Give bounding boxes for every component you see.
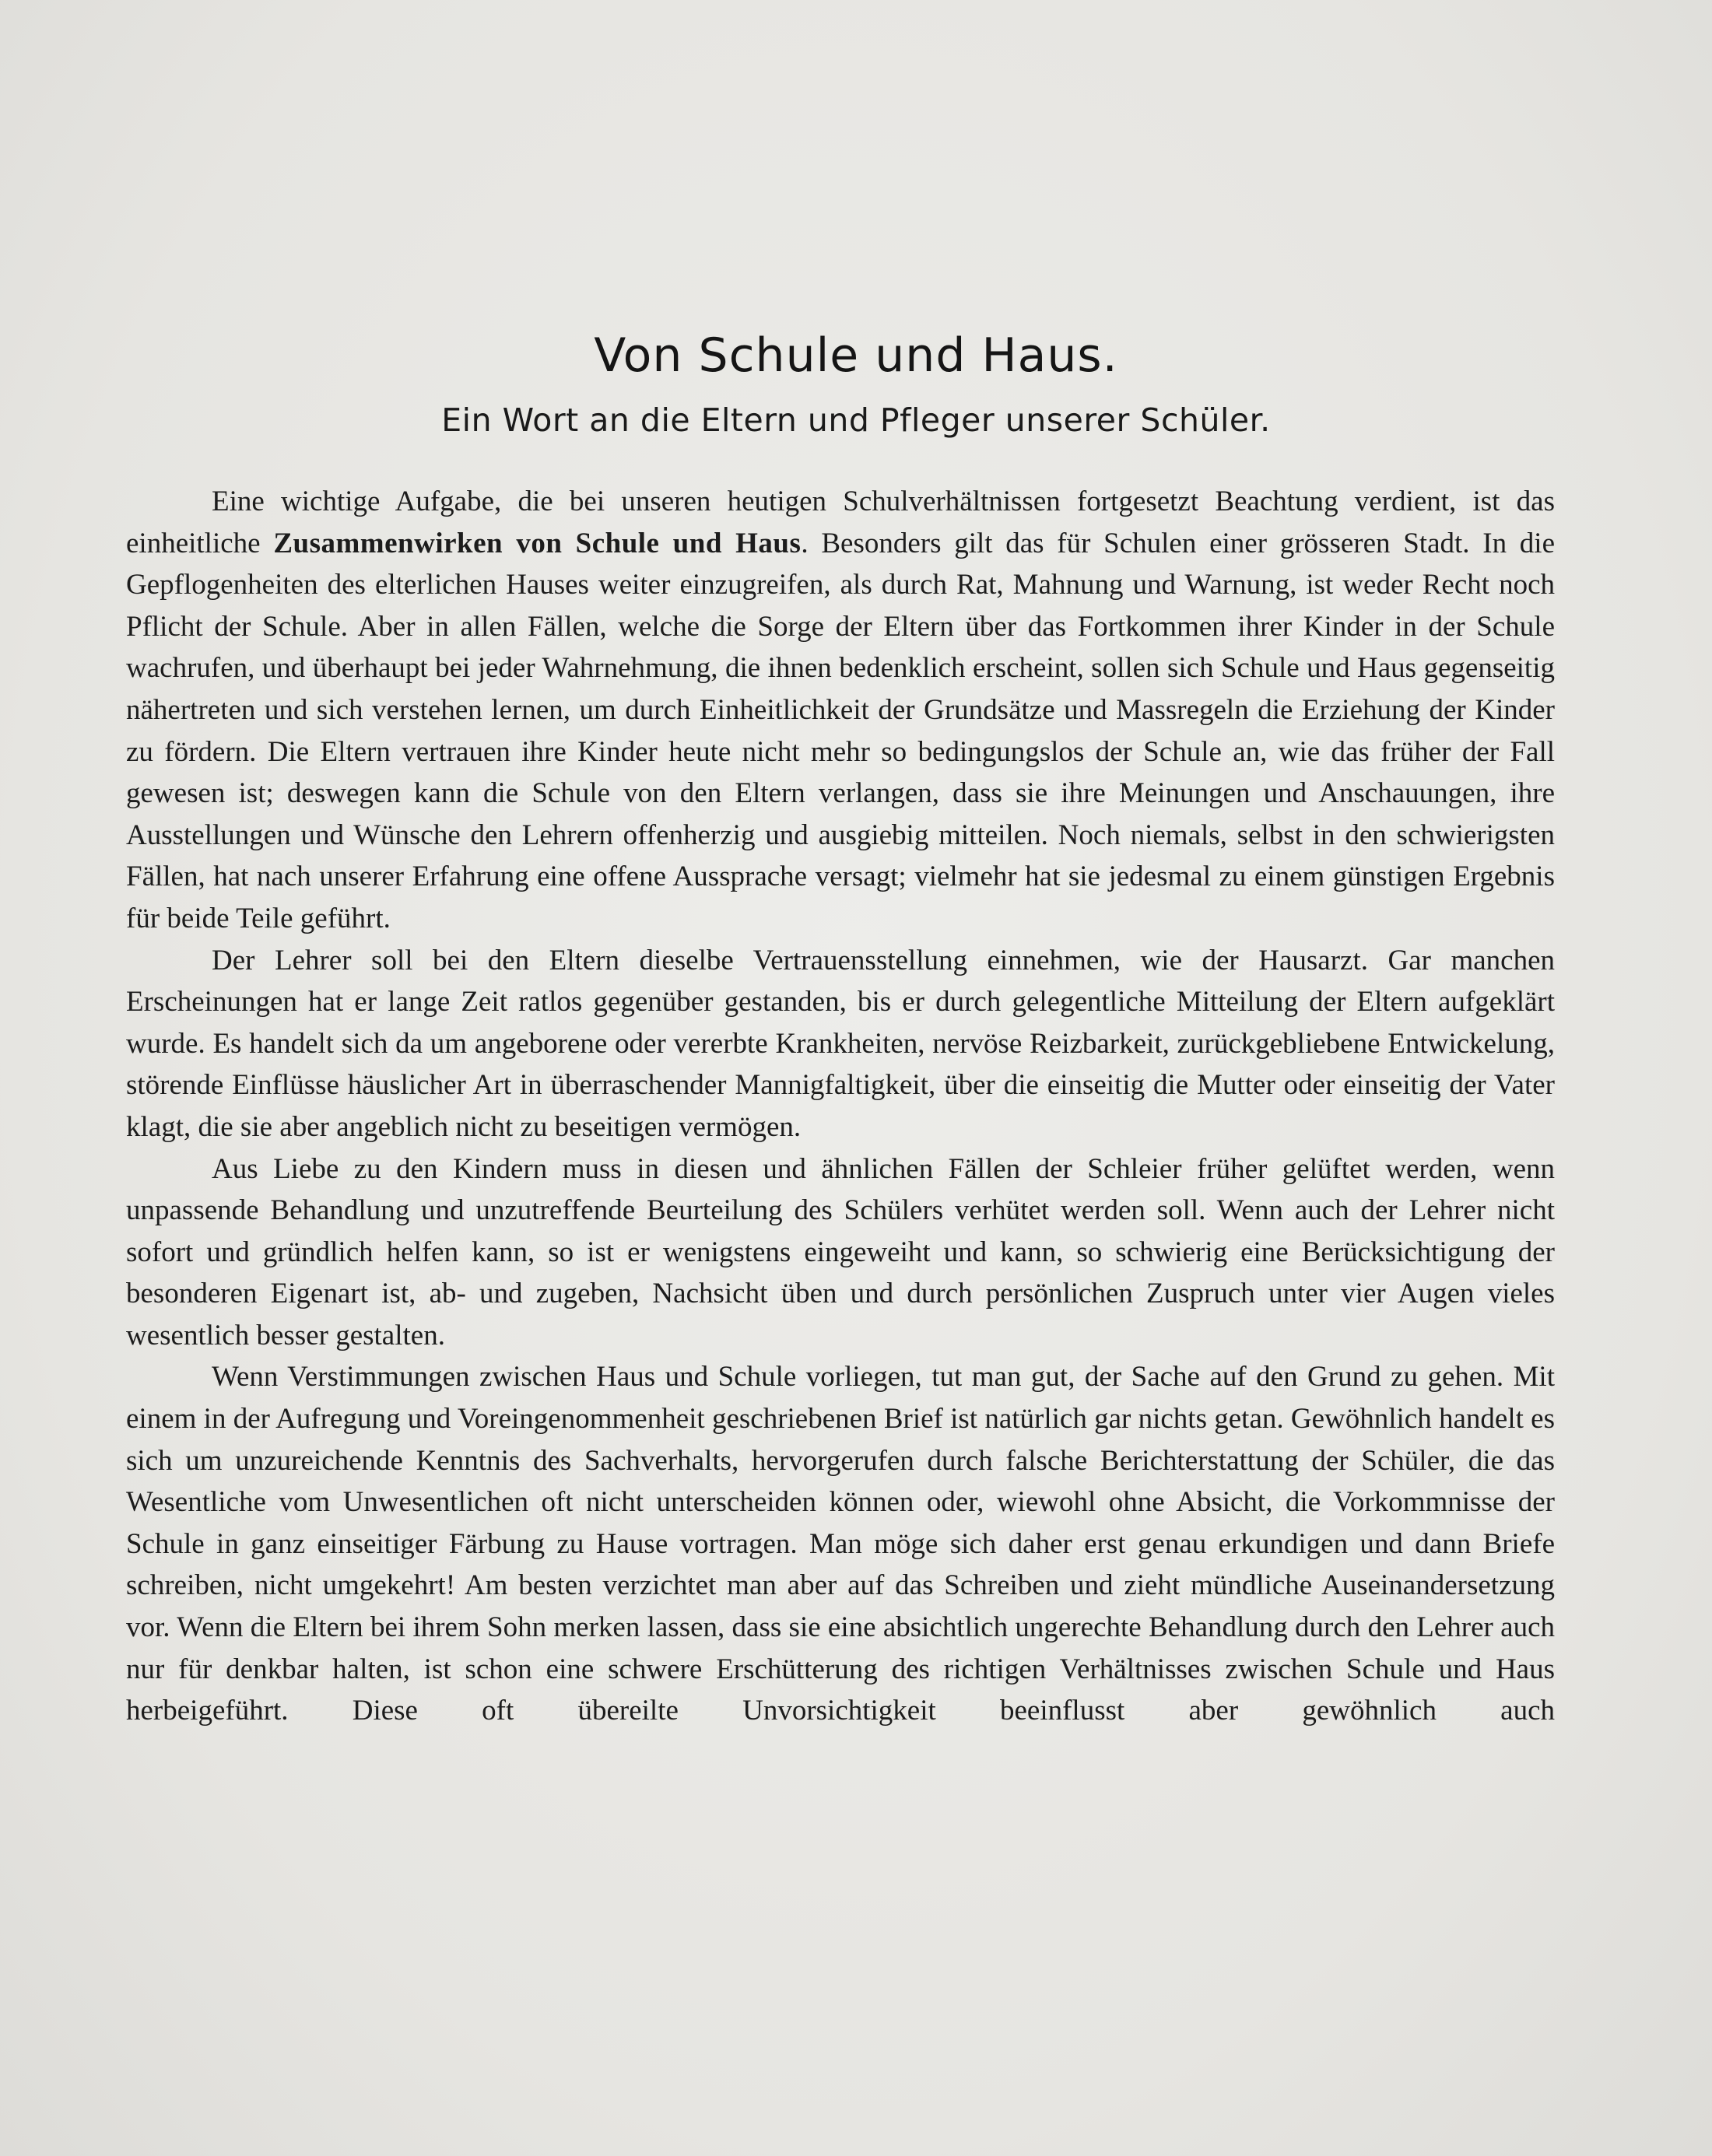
paragraph-1-text-before: Eine wichtige Aufgabe, die bei unseren heutigen Schulverhältnissen fortgesetzt Beachtung verdient, ist das einheitliche: [126, 486, 1555, 559]
paragraph-1: [126, 481, 1555, 940]
paragraph-3: Aus Liebe zu den Kindern muss in diesen und ähnlichen Fällen der Schleier früher gelüftet werden, wenn unpassende Behandlung und unzutreffende Beurteilung des Schülers verhütet werden soll. Wenn auch der Lehrer nicht sofort und gründlich helfen kann, so ist er wenigstens eingeweiht und kann, so schwierig eine Berücksichtigung der besonderen Eigenart ist, ab- und zugeben, Nachsicht üben und durch persönlichen Zuspruch unter vier Augen vieles wesentlich besser gestalten.: [126, 1152, 1555, 1351]
paragraph-1-text-after: . Besonders gilt das für Schulen einer grösseren Stadt. In die Gepflogenheiten des elterlichen Hauses weiter einzugreifen, als durch Rat, Mahnung und Warnung, ist weder Recht noch Pflicht der Schule. Aber in allen Fällen, welche die Sorge der Eltern über das Fortkommen ihrer Kinder in der Schule wachrufen, und überhaupt bei jeder Wahrnehmung, die ihnen bedenklich erscheint, sollen sich Schule und Haus gegenseitig nähertreten und sich verstehen lernen, um durch Einheitlichkeit der Grundsätze und Massregeln die Erziehung der Kinder zu fördern. Die Eltern vertrauen ihre Kinder heute nicht mehr so bedingungslos der Schule an, wie das früher der Fall gewesen ist; deswegen kann die Schule von den Eltern verlangen, dass sie ihre Meinungen und Anschauungen, ihre Ausstellungen und Wünsche den Lehrern offenherzig und ausgiebig mitteilen. Noch niemals, selbst in den schwierigsten Fällen, hat nach unserer Erfahrung eine offene Aussprache versagt; vielmehr hat sie jedesmal zu einem günstigen Ergebnis für beide Teile geführt.: [126, 527, 1555, 934]
page-title: Von Schule und Haus.: [594, 328, 1118, 383]
paragraph-4: Wenn Verstimmungen zwischen Haus und Schule vorliegen, tut man gut, der Sache auf den Grund zu gehen. Mit einem in der Aufregung und Voreingenommenheit geschriebenen Brief ist natürlich gar nichts getan. Gewöhnlich handelt es sich um unzureichende Kenntnis des Sachverhalts, hervorgerufen durch falsche Berichterstattung der Schüler, die das Wesentliche vom Unwesentlichen oft nicht unterscheiden können oder, wiewohl ohne Absicht, die Vorkommnisse der Schule in ganz einseitiger Färbung zu Hause vortragen. Man möge sich daher erst genau erkundigen und dann Briefe schreiben, nicht umgekehrt! Am besten verzichtet man aber auf das Schreiben und zieht mündliche Auseinandersetzung vor. Wenn die Eltern bei ihrem Sohn merken lassen, dass sie eine absichtlich ungerechte Behandlung durch den Lehrer auch nur für denkbar halten, ist schon eine schwere Erschütterung des richtigen Verhältnisses zwischen Schule und Haus herbeigeführt. Diese oft übereilte Unvorsichtigkeit beeinflusst aber gewöhnlich auch: [126, 1361, 1555, 1727]
page-subtitle: Ein Wort an die Eltern und Pfleger unserer Schüler.: [441, 401, 1271, 439]
article-body: [126, 481, 1555, 1732]
paragraph-2: Der Lehrer soll bei den Eltern dieselbe Vertrauensstellung einnehmen, wie der Hausarzt. Gar manchen Erscheinungen hat er lange Zeit ratlos gegenüber gestanden, bis er durch gelegentliche Mitteilung der Eltern aufgeklärt wurde. Es handelt sich da um angeborene oder vererbte Krankheiten, nervöse Reizbarkeit, zurückgebliebene Entwickelung, störende Einflüsse häuslicher Art in überraschender Mannigfaltigkeit, über die einseitig die Mutter oder einseitig der Vater klagt, die sie aber angeblich nicht zu beseitigen vermögen.: [126, 944, 1555, 1143]
paragraph-1-bold-phrase: Zusammenwirken von Schule und Haus: [273, 527, 802, 559]
